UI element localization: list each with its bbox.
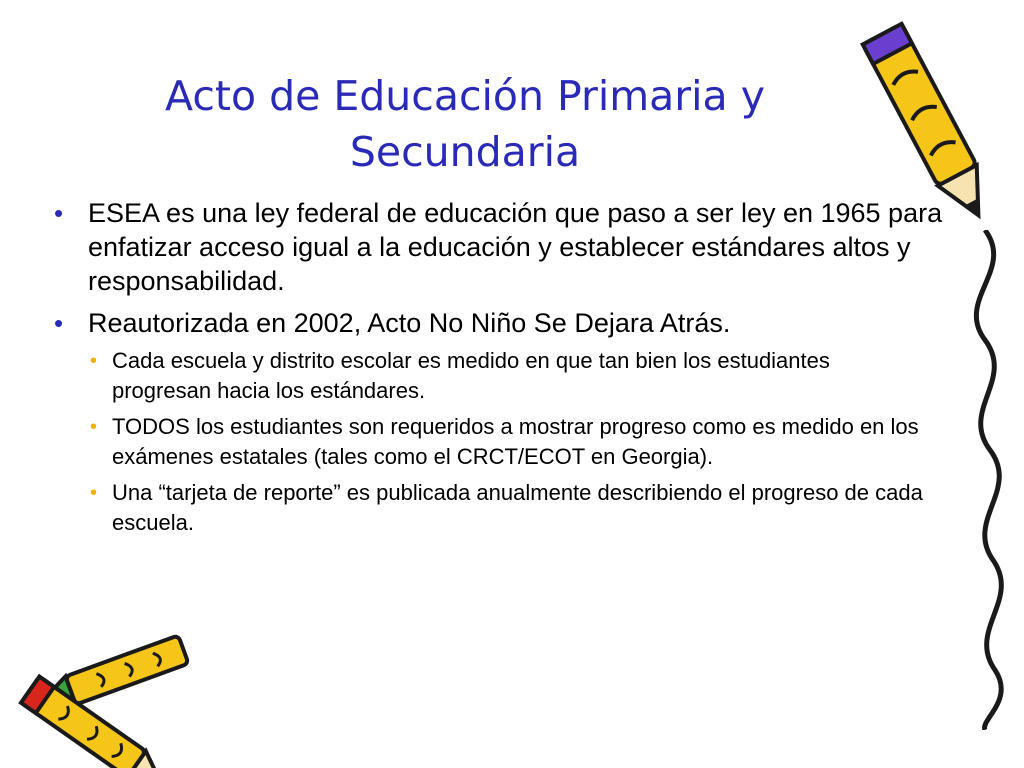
bullet-list: [48, 196, 948, 546]
sub-bullet-text: Cada escuela y distrito escolar es medido en que tan bien los estudiantes progresan hacia los estándares.: [112, 348, 830, 403]
title-line-1: Acto de Educación Primaria y: [165, 72, 765, 120]
sub-bullet-list: [88, 346, 928, 538]
sub-bullet-text: Una “tarjeta de reporte” es publicada anualmente describiendo el progreso de cada escuela.: [112, 480, 923, 535]
sub-bullet-item: [88, 346, 928, 406]
sub-bullet-item: [88, 412, 928, 472]
sub-bullet-text: TODOS los estudiantes son requeridos a mostrar progreso como es medido en los exámenes estatales (tales como el CRCT/ECOT en Georgia).: [112, 414, 919, 469]
title-line-2: Secundaria: [349, 128, 581, 176]
bullet-text: ESEA es una ley federal de educación que paso a ser ley en 1965 para enfatizar acceso igual a la educación y establecer estándares altos y responsabilidad.: [88, 198, 943, 296]
bullet-text: Reautorizada en 2002, Acto No Niño Se Dejara Atrás.: [88, 308, 731, 338]
bullet-item: [48, 306, 948, 538]
crossed-pencils-icon: [0, 620, 210, 768]
bullet-item: [48, 196, 948, 298]
pencil-icon: [855, 2, 1005, 242]
slide-title: [90, 68, 840, 180]
squiggle-line-icon: [955, 230, 1024, 730]
sub-bullet-item: [88, 478, 928, 538]
